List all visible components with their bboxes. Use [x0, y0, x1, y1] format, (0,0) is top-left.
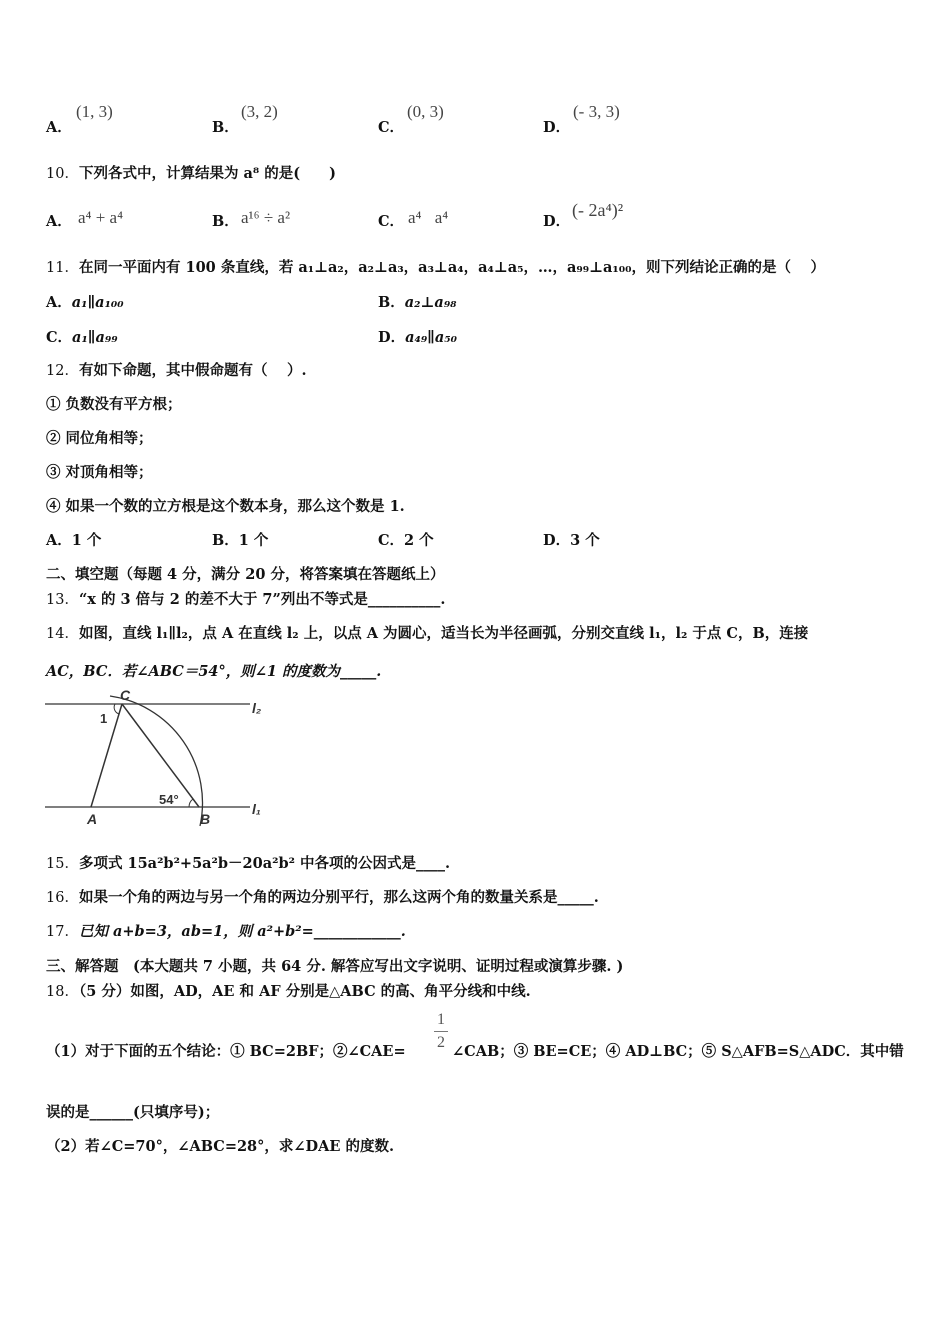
q10-option-a-value: a⁴ + a⁴	[78, 208, 124, 227]
q12-option-b	[212, 529, 268, 550]
q16-number: 16．	[46, 890, 79, 906]
q12-option-a-label: A．	[46, 532, 72, 549]
q11-text: 在同一平面内有 100 条直线，若 a₁⊥a₂，a₂⊥a₃，a₃⊥a₄，a₄⊥a₅，…，a₉₉⊥a₁₀₀，则下列结论正确的是（ ）	[78, 259, 826, 276]
q12-number: 12．	[46, 363, 79, 379]
section-2-heading: 二、填空题（每题 4 分，满分 20 分，将答案填在答题纸上）	[46, 566, 445, 583]
q12-option-a	[46, 529, 101, 550]
fraction-numerator: 1	[437, 1011, 445, 1028]
q11-option-c-label: C．	[46, 329, 73, 346]
q10-option-d-value: (- 2a⁴)²	[572, 200, 624, 220]
q11-option-d-value: a₄₉∥a₅₀	[405, 329, 457, 346]
q12-option-a-value: 1 个	[71, 532, 102, 549]
q13-text: “x 的 3 倍与 2 的差不大于 7”列出不等式是__________.	[78, 591, 446, 608]
q10-option-b-label: B．	[212, 213, 239, 230]
q9-option-d-value: (- 3, 3)	[573, 102, 620, 121]
q12-option-c-value: 2 个	[404, 532, 434, 549]
fraction-denominator: 2	[437, 1034, 445, 1051]
q12-text: 有如下命题，其中假命题有（ ）.	[78, 362, 307, 379]
q11-option-b-label: B．	[378, 294, 405, 311]
q12-option-c	[378, 529, 434, 550]
q9-option-c-value: (0, 3)	[407, 102, 444, 121]
q9-option-d-label: D．	[543, 119, 571, 136]
q10-stem	[46, 162, 336, 183]
q16	[46, 886, 599, 907]
label-angle-54: 54°	[159, 792, 179, 807]
q12-option-b-value: 1 个	[238, 532, 269, 549]
q18-part1-a: （1）对于下面的五个结论：① BC=2BF；②∠CAE=	[46, 1043, 406, 1060]
q9-option-a-label: A．	[46, 119, 72, 136]
q10-option-b-value: a¹⁶ ÷ a²	[241, 208, 291, 227]
q18-number: 18．	[46, 984, 79, 1000]
q11-option-a-value: a₁∥a₁₀₀	[71, 294, 124, 311]
q16-text: 如果一个角的两边与另一个角的两边分别平行，那么这两个角的数量关系是_____.	[78, 889, 599, 906]
q11-option-a	[46, 291, 124, 312]
section-3-heading: 三、解答题 (本大题共 7 小题，共 64 分. 解答应写出文字说明、证明过程或演算步骤. )	[46, 958, 624, 975]
q11-option-d	[378, 326, 457, 347]
q15-number: 15．	[46, 856, 79, 872]
q10-option-c-label: C．	[378, 213, 405, 230]
q17	[46, 920, 406, 941]
q10-text: 下列各式中，计算结果为 a⁸ 的是( )	[78, 165, 337, 182]
angle-54-mark	[189, 799, 193, 807]
q9-option-c-label: C．	[378, 119, 405, 136]
q14-line1	[46, 622, 808, 643]
q11-option-d-label: D．	[378, 329, 406, 346]
label-c: C	[120, 687, 131, 703]
q11-option-a-label: A．	[46, 294, 72, 311]
fraction-bar	[434, 1031, 448, 1032]
q12-option-d-label: D．	[543, 532, 571, 549]
q14-line2: AC，BC．若∠ABC＝54°，则∠1 的度数为_____.	[46, 663, 382, 680]
q12-option-b-label: B．	[212, 532, 239, 549]
q9-option-a-value: (1, 3)	[76, 102, 113, 121]
q10-option-a-label: A．	[46, 213, 72, 230]
fraction-half	[434, 1011, 448, 1052]
q18-stem	[46, 980, 531, 1001]
q15	[46, 852, 450, 873]
q11-stem	[46, 256, 825, 277]
q12-option-c-label: C．	[378, 532, 405, 549]
q12-item-3: ③ 对顶角相等；	[46, 464, 153, 481]
q9-option-b-label: B．	[212, 119, 239, 136]
q18-text: （5 分）如图，AD，AE 和 AF 分别是△ABC 的高、角平分线和中线.	[78, 983, 531, 1000]
q15-text: 多项式 15a²b²+5a²b－20a²b² 中各项的公因式是____.	[78, 855, 451, 872]
q10-number: 10．	[46, 166, 79, 182]
q11-option-c-value: a₁∥a₉₉	[72, 329, 118, 346]
label-l1: l₁	[252, 801, 261, 817]
q14-number: 14．	[46, 626, 79, 642]
q12-option-d-value: 3 个	[570, 532, 600, 549]
q14-text-line1: 如图，直线 l₁∥l₂，点 A 在直线 l₂ 上，以点 A 为圆心，适当长为半径画弧，分别交直线 l₁，l₂ 于点 C，B，连接	[78, 625, 809, 642]
label-l2: l₂	[252, 700, 262, 716]
label-angle-1: 1	[100, 711, 108, 726]
q17-text: 已知 a+b=3，ab=1，则 a²+b²=____________.	[78, 923, 406, 940]
angle-1-mark	[114, 704, 119, 714]
q12-item-1: ① 负数没有平方根；	[46, 396, 182, 413]
q13-number: 13．	[46, 592, 79, 608]
q10-option-c-value: a⁴⃞a⁴	[408, 208, 449, 227]
q18-part1-c: 误的是______(只填序号)；	[46, 1104, 220, 1121]
q17-number: 17．	[46, 924, 79, 940]
q12-stem	[46, 359, 307, 380]
q12-item-4: ④ 如果一个数的立方根是这个数本身，那么这个数是 1.	[46, 498, 405, 515]
q11-option-b-value: a₂⊥a₉₈	[404, 294, 457, 311]
q18-part2: （2）若∠C=70°，∠ABC=28°，求∠DAE 的度数.	[46, 1138, 395, 1155]
q13	[46, 588, 445, 609]
q18-part1-b: ∠CAB；③ BE=CE；④ AD⊥BC；⑤ S△AFB=S△ADC．其中错	[452, 1043, 904, 1060]
label-b: B	[200, 811, 211, 827]
q14-figure	[40, 686, 280, 834]
q11-option-b	[378, 291, 457, 312]
q12-option-d	[543, 529, 600, 550]
label-a: A	[87, 811, 98, 827]
q12-item-2: ② 同位角相等；	[46, 430, 153, 447]
q9-option-b-value: (3, 2)	[241, 102, 278, 121]
q10-option-d-label: D．	[543, 213, 571, 230]
q11-number: 11．	[46, 260, 79, 276]
q11-option-c	[46, 326, 118, 347]
